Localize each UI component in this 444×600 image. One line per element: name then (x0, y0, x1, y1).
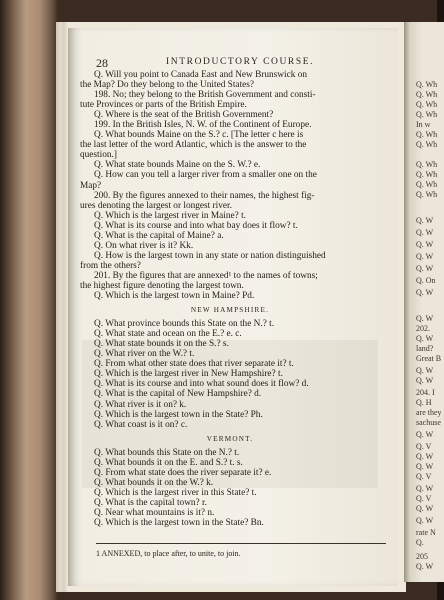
text-line: Q. From what other state does that river separate it? t. (94, 359, 294, 370)
text-line: Q. What state bounds it on the S.? s. (94, 339, 229, 350)
book-page (68, 28, 398, 586)
text-line: 201. By the figures that are annexed¹ to the names of towns; (94, 270, 318, 281)
facing-page-fragment: Q. Wh (416, 100, 438, 109)
facing-page-fragment: Q. Wh (416, 110, 438, 119)
facing-page-fragment: Q. H (416, 398, 432, 407)
facing-page-fragment: Q. W (416, 264, 434, 273)
facing-page-fragment: Q. (416, 538, 424, 547)
facing-page-fragment: Q. Wh (416, 190, 438, 199)
facing-page-fragment: Q. W (416, 430, 434, 439)
footnote: 1 ANNEXED, to place after, to unite, to join. (96, 549, 241, 558)
facing-page-fragment: are they (416, 408, 442, 417)
text-line: Q. What river is it on? k. (94, 399, 187, 410)
section-heading-vermont: VERMONT. (206, 434, 254, 443)
text-line: Q. Will you point to Canada East and New Brunswick on (94, 70, 307, 80)
facing-page-fragment: 202. (416, 324, 430, 333)
text-line: Q. Which is the largest town in the State? Bn. (94, 518, 264, 529)
text-line: question.] (80, 150, 117, 161)
page-number: 28 (96, 56, 108, 70)
facing-page-fragment: sachuse (416, 418, 441, 427)
text-line: Q. From what state does the river separate it? e. (94, 467, 272, 478)
text-line: Q. Which is the largest river in Maine? t. (94, 210, 246, 221)
text-line: Q. What is the capital of New Hampshire? d. (94, 389, 262, 400)
text-line: Q. Which is the largest river in New Hampshire? t. (94, 369, 283, 380)
facing-page-fragment: Q. W (416, 240, 434, 249)
text-line: Q. Near what mountains is it? n. (94, 507, 215, 518)
text-line: Q. What bounds this State on the N.? t. (94, 447, 240, 458)
facing-page-fragment: Q. W (416, 462, 434, 471)
running-head: INTRODUCTORY COURSE. (166, 57, 315, 67)
text-line: from the others? (80, 260, 141, 271)
text-line: Q. Which is the largest river in this State? t. (94, 487, 257, 498)
page-body (80, 70, 380, 528)
facing-page-fragment: Q. Wh (416, 90, 438, 99)
facing-page-fragment: Q. Wh (416, 180, 438, 189)
facing-page-fragment: Q. W (416, 216, 434, 225)
facing-page-fragment: land? (416, 344, 434, 353)
text-line: Q. Which is the largest town in Maine? Pd. (94, 291, 255, 302)
text-line: Q. What bounds Maine on the S.? c. [The letter c here is (94, 130, 304, 141)
facing-page-fragment: 205 (416, 552, 428, 561)
facing-page-fragment: Q. Wh (416, 170, 438, 179)
facing-page-fragment: Q. V (416, 442, 432, 451)
new-hampshire-questions (80, 319, 380, 430)
text-line: Q. What bounds it on the W.? k. (94, 477, 214, 488)
facing-page-fragment: Q. W (416, 314, 434, 323)
facing-page-fragment: Q. W (416, 376, 434, 385)
facing-page-fragment: Q. Wh (416, 130, 438, 139)
text-line: Q. What river on the W.? t. (94, 349, 195, 360)
facing-page-fragment: Q. Wh (416, 160, 438, 169)
facing-page-fragment: Q. W (416, 366, 434, 375)
facing-page-fragment: 204. I (416, 388, 435, 397)
facing-page-fragment: Q. W (416, 516, 434, 525)
text-line: tute Provinces or parts of the British Empire. (80, 100, 247, 111)
facing-page-fragment: Q. W (416, 288, 434, 297)
text-line: Q. What is the capital town? r. (94, 497, 207, 508)
main-text (80, 70, 380, 301)
facing-page-fragment: Q. Wh (416, 140, 438, 149)
text-line: Q. What state bounds Maine on the S. W.? e. (94, 160, 261, 171)
facing-page-fragment: Q. W (416, 484, 434, 493)
facing-page-fragment: Q. Wh (416, 80, 438, 89)
facing-page-fragment: Q. V (416, 472, 432, 481)
text-line: 198. No; they belong to the British Government and consti- (94, 90, 316, 101)
facing-page-fragment: rate N (416, 528, 436, 537)
facing-page-fragment: Q. W (416, 504, 434, 513)
text-line: ures denoting the largest or longest river. (80, 200, 232, 211)
text-line: Q. What bounds it on the E. and S.? t. s. (94, 457, 243, 468)
text-line: the last letter of the word Atlantic, which is the answer to the (80, 140, 307, 151)
footnote-rule (96, 543, 386, 544)
text-line: Q. How is the largest town in any state or nation distinguished (94, 250, 326, 261)
text-line: the highest figure denoting the largest town. (80, 280, 244, 291)
text-line: Q. What state and ocean on the E.? e. c. (94, 329, 242, 340)
facing-page-fragment: 1 Al (416, 582, 430, 591)
facing-page-fragment: Q. W (416, 228, 434, 237)
text-line: Q. Where is the seat of the British Government? (94, 110, 274, 121)
facing-page-fragment: Q. On (416, 276, 436, 285)
section-heading-new-hampshire: NEW HAMPSHIRE. (190, 306, 270, 315)
text-line: Q. On what river is it? Kk. (94, 240, 194, 251)
text-line: the Map? Do they belong to the United States? (80, 80, 255, 91)
facing-page-fragment: Q. W (416, 562, 434, 571)
text-line: 200. By the figures annexed to their names, the highest fig- (94, 190, 315, 201)
facing-page-fragment: Great B (416, 354, 442, 363)
page-header (96, 56, 386, 70)
text-line: 199. In the British Isles, N. W. of the Continent of Europe. (94, 120, 312, 131)
text-line: Q. What is the capital of Maine? a. (94, 230, 224, 241)
vermont-questions (80, 448, 380, 528)
facing-page-fragment: Q. W (416, 334, 434, 343)
text-line: Q. What is its course and into what bay does it flow? t. (94, 220, 298, 231)
facing-page (404, 22, 444, 591)
text-line: Q. Which is the largest town in the State? Ph. (94, 409, 263, 420)
facing-page-fragment: Q. W (416, 452, 434, 461)
text-line: Q. How can you tell a larger river from a smaller one on the (94, 170, 317, 181)
text-line: Q. What is its course and into what sound does it flow? d. (94, 379, 309, 390)
facing-page-fragment: In w (416, 120, 431, 129)
text-line: Q. What coast is it on? c. (94, 419, 188, 430)
text-line: Map? (80, 180, 102, 191)
facing-page-fragment: Q. V (416, 494, 432, 503)
text-line: Q. What province bounds this State on the N.? t. (94, 319, 275, 330)
facing-page-fragment: Q. W (416, 252, 434, 261)
